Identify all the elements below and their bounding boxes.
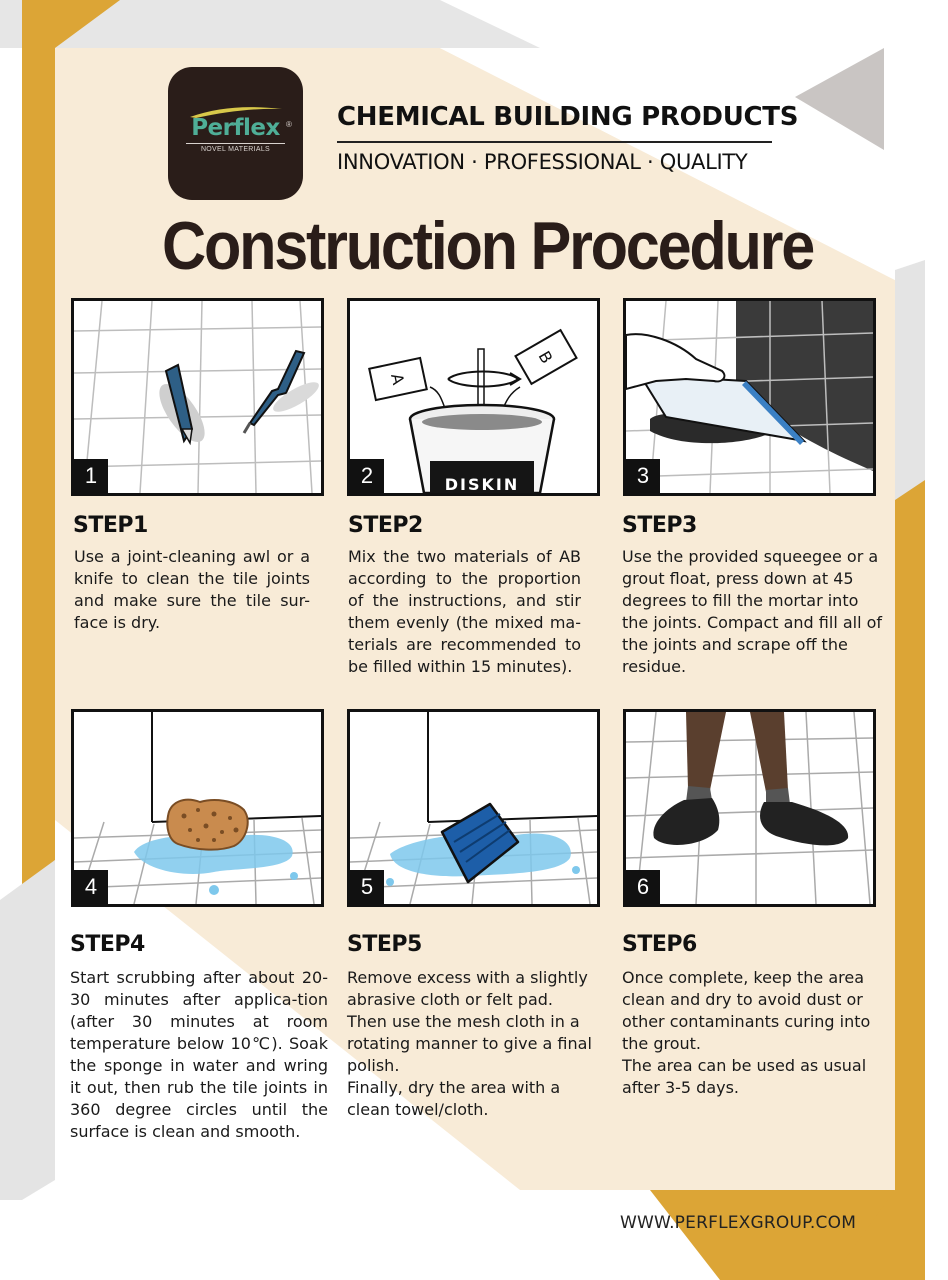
felt-pad-water-icon [350, 712, 597, 904]
step-4-text: Start scrubbing after about 20-30 minutes after applica-tion (after 30 minutes at room temperature below 10℃). Soak the sponge in water and wring it out, then rub the tile joints in 360 degree circles until the surface is clean and smooth. [70, 968, 328, 1141]
tagline-values: INNOVATION · PROFESSIONAL · QUALITY [337, 150, 748, 174]
sponge-water-icon [74, 712, 321, 904]
svg-text:A: A [387, 371, 408, 387]
step-2-number: 2 [350, 459, 384, 493]
step-6-text: Once complete, keep the area clean and dry to avoid dust or other contaminants curing into the grout. The area can be used as usual after 3-5 days. [622, 968, 871, 1097]
mixing-bucket-icon [350, 301, 597, 493]
svg-text:B: B [534, 347, 557, 367]
website-url: WWW.PERFLEXGROUP.COM [620, 1213, 857, 1233]
step-1-text: Use a joint-cleaning awl or a knife to clean the tile joints and make sure the tile sur-face is dry. [74, 547, 310, 632]
step-4-illustration [71, 709, 324, 907]
step-4-title: STEP4 [70, 932, 145, 957]
logo-wordmark: Perflex [191, 115, 280, 141]
step-6-number: 6 [626, 870, 660, 904]
step-2-title: STEP2 [348, 513, 423, 538]
feet-on-tiles-icon [626, 712, 873, 904]
step-2-illustration [347, 298, 600, 496]
step-1-number: 1 [74, 459, 108, 493]
page-title: Construction Procedure [162, 208, 813, 284]
step-4-number: 4 [74, 870, 108, 904]
step-5-title: STEP5 [347, 932, 422, 957]
step-3-illustration [623, 298, 876, 496]
step-1-title: STEP1 [73, 513, 148, 538]
bucket-label: DISKIN [444, 475, 520, 493]
registered-mark: ® [286, 120, 292, 129]
step-5-text: Remove excess with a slightly abrasive cloth or felt pad. Then use the mesh cloth in a rotating manner to give a final polish. Finally, dry the area with a clean towel/cloth. [347, 968, 592, 1119]
tagline-products: CHEMICAL BUILDING PRODUCTS [337, 102, 799, 132]
header-divider [337, 141, 772, 143]
step-1-illustration [71, 298, 324, 496]
step-3-text: Use the provided squeegee or a grout float, press down at 45 degrees to fill the mortar into the joints. Compact and fill all of the joints and scrape off the residue. [622, 547, 883, 676]
tile-knife-awl-icon [74, 301, 321, 493]
perflex-logo [168, 67, 303, 200]
step-5-illustration [347, 709, 600, 907]
grout-float-icon [626, 301, 873, 493]
step-6-illustration [623, 709, 876, 907]
logo-divider [186, 143, 285, 144]
step-3-number: 3 [626, 459, 660, 493]
step-3-title: STEP3 [622, 513, 697, 538]
step-5-number: 5 [350, 870, 384, 904]
step-2-text: Mix the two materials of AB according to the proportion of the instructions, and stir them evenly (the mixed ma-terials are recommended to be filled within 15 minutes). [348, 547, 581, 676]
step-6-title: STEP6 [622, 932, 697, 957]
logo-subtitle: NOVEL MATERIALS [200, 146, 271, 153]
